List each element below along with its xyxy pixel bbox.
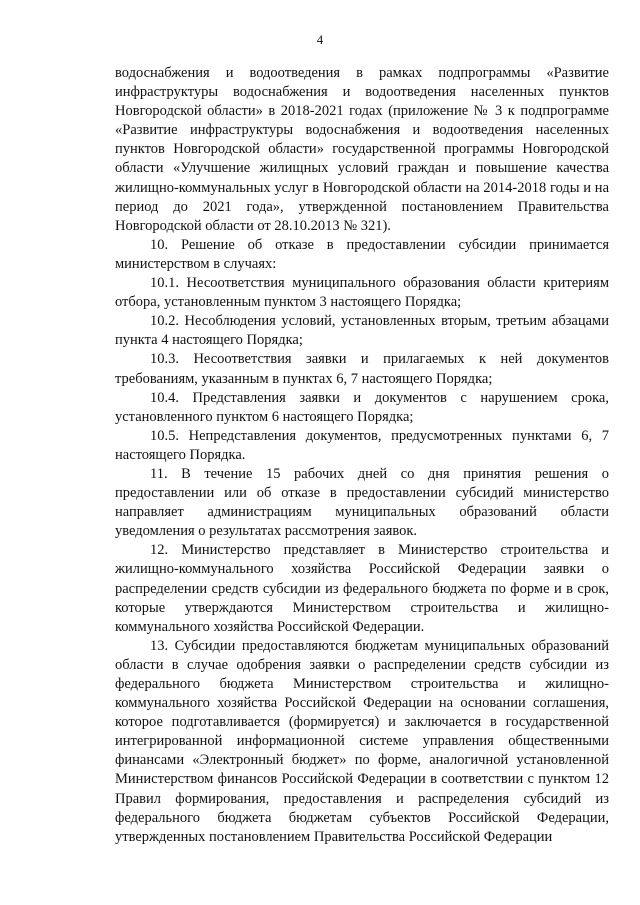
paragraph-item-10-2: 10.2. Несоблюдения условий, установленных вторым, третьим абзацами пункта 4 настоящего Порядка; (115, 313, 609, 349)
page-number: 4 (316, 32, 324, 47)
paragraph-item-13: 13. Субсидии предоставляются бюджетам муниципальных образований области в случае одобрения заявки о распределении средств субсидии из федерального бюджета Министерством строительства и жилищно-коммунального хозяйства Российской Федерации на основании соглашения, которое подготавливается (формируется) и заключается в государственной интегрированной информационной системе управления общественными финансами «Электронный бюджет» по форме, аналогичной установленной Министерством финансов Российской Федерации в соответствии с пунктом 12 Правил формирования, предоставления и распределения субсидий из федерального бюджета бюджетам субъектов Российской Федерации, утвержденных постановлением Правительства Российской Федерации (115, 637, 609, 845)
paragraph-item-10-4: 10.4. Представления заявки и документов с нарушением срока, установленного пунктом 6 настоящего Порядка; (115, 389, 609, 425)
paragraph-item-10: 10. Решение об отказе в предоставлении субсидии принимается министерством в случаях: (115, 236, 609, 272)
paragraph-item-10-3: 10.3. Несоответствия заявки и прилагаемых к ней документов требованиям, указанным в пунктах 6, 7 настоящего Порядка; (115, 351, 609, 387)
paragraph-continuation: водоснабжения и водоотведения в рамках подпрограммы «Развитие инфраструктуры водоснабжения и водоотведения населенных пунктов Новгородской области» в 2018-2021 годах (приложение № 3 к подпрограмме «Развитие инфраструктуры водоснабжения и водоотведения населенных пунктов Новгородской области» государственной программы Новгородской области «Улучшение жилищных условий граждан и повышение качества жилищно-коммунальных услуг в Новгородской области на 2014-2018 годы и на период до 2021 года», утвержденной постановлением Правительства Новгородской области от 28.10.2013 № 321). (115, 65, 609, 234)
paragraph-item-12: 12. Министерство представляет в Министерство строительства и жилищно-коммунального хозяйства Российской Федерации заявки о распределении средств субсидии из федерального бюджета по форме и в срок, которые утверждаются Министерством строительства и жилищно-коммунального хозяйства Российской Федерации. (115, 542, 609, 635)
paragraph-item-11: 11. В течение 15 рабочих дней со дня принятия решения о предоставлении или об отказе в предоставлении субсидий министерство направляет администрациям муниципальных образований области уведомления о результатах рассмотрения заявок. (115, 465, 609, 540)
document-body (115, 64, 609, 847)
paragraph-item-10-1: 10.1. Несоответствия муниципального образования области критериям отбора, установленным пунктом 3 настоящего Порядка; (115, 275, 609, 311)
paragraph-item-10-5: 10.5. Непредставления документов, предусмотренных пунктами 6, 7 настоящего Порядка. (115, 427, 609, 463)
